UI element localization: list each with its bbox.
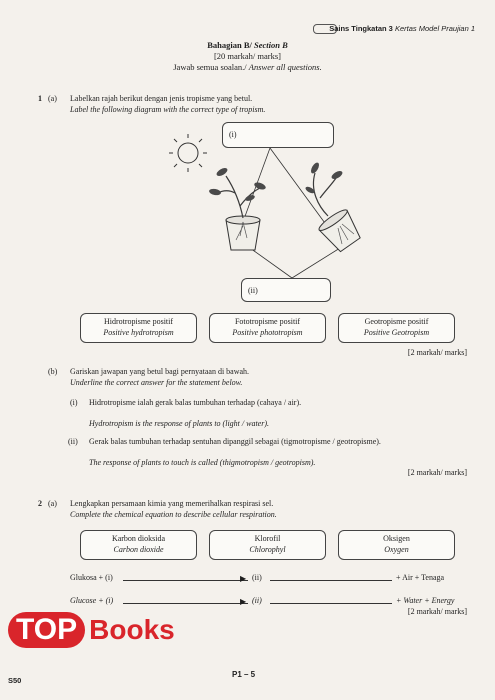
q1b-text-en: Underline the correct answer for the statement below. bbox=[70, 378, 243, 387]
option-carbon-dioxide-ms: Karbon dioksida bbox=[111, 534, 166, 543]
eq-en-blank-ii[interactable] bbox=[270, 603, 392, 604]
header-subtitle: Kertas Model Praujian 1 bbox=[394, 24, 475, 33]
label-box-ii-text: (ii) bbox=[248, 286, 258, 295]
brand-books: Books bbox=[89, 614, 175, 645]
tilted-plant-leaves bbox=[304, 161, 343, 194]
section-marks: [20 markah/ marks] bbox=[213, 51, 282, 61]
section-instruction bbox=[0, 62, 495, 72]
option-hydrotropism-en: Positive hydrotropism bbox=[103, 328, 174, 337]
option-chlorophyl bbox=[209, 530, 326, 560]
q1bi-text-ms[interactable]: Hidrotropisme ialah gerak balas tumbuhan terhadap (cahaya / air). bbox=[89, 398, 302, 407]
tilted-plant bbox=[313, 173, 336, 216]
q1bii-text-ms[interactable]: Gerak balas tumbuhan terhadap sentuhan dipanggil sebagai (tigmotropisme / geotropisme). bbox=[89, 437, 381, 446]
eq-ms-end: + Air + Tenaga bbox=[396, 573, 445, 582]
q1b-text-ms: Gariskan jawapan yang betul bagi pernyataan di bawah. bbox=[70, 367, 250, 376]
q1bii-text-en[interactable]: The response of plants to touch is called (thigmotropism / geotropism). bbox=[89, 458, 316, 467]
option-hydrotropism bbox=[80, 313, 197, 343]
q2-marks: [2 markah/ marks] bbox=[407, 607, 467, 616]
section-title-en: Section B bbox=[254, 40, 288, 50]
brand-logo bbox=[8, 612, 175, 648]
option-oxygen bbox=[338, 530, 455, 560]
q1b-marks: [2 markah/ marks] bbox=[407, 468, 467, 477]
option-chlorophyl-en: Chlorophyl bbox=[249, 545, 286, 554]
section-title-ms: Bahagian B/ bbox=[207, 40, 252, 50]
page-code: S50 bbox=[8, 676, 22, 685]
eq-ms-blank-i[interactable] bbox=[123, 580, 248, 581]
page-header bbox=[0, 24, 495, 40]
upright-plant-leaves bbox=[209, 166, 267, 202]
arrow-icon: ▶ bbox=[240, 597, 247, 606]
tilted-plant-pot bbox=[317, 207, 364, 254]
option-chlorophyl-ms: Klorofil bbox=[254, 534, 281, 543]
eq-en-start: Glucose + (i) bbox=[70, 596, 114, 605]
option-phototropism-en: Positive phototropism bbox=[232, 328, 303, 337]
eq-en-end: + Water + Energy bbox=[396, 596, 455, 605]
option-phototropism bbox=[209, 313, 326, 343]
q1-number: 1 bbox=[38, 94, 42, 103]
header-title: Sains Tingkatan 3 bbox=[329, 24, 393, 33]
eq-ms-start: Glukosa + (i) bbox=[70, 573, 113, 582]
q1bii-label: (ii) bbox=[68, 437, 78, 446]
q1a-text-ms: Labelkan rajah berikut dengan jenis tropisme yang betul. bbox=[70, 94, 253, 103]
option-geotropism-ms: Geotropisme positif bbox=[364, 317, 429, 326]
option-carbon-dioxide-en: Carbon dioxide bbox=[113, 545, 164, 554]
instruction-en: Answer all questions. bbox=[248, 62, 322, 72]
eq-ms-blank-ii[interactable] bbox=[270, 580, 392, 581]
brand-top: TOP bbox=[8, 612, 85, 648]
eq-ms-mid: (ii) bbox=[252, 573, 262, 582]
page-number: P1 – 5 bbox=[232, 670, 256, 679]
option-oxygen-ms: Oksigen bbox=[383, 534, 410, 543]
label-box-i[interactable] bbox=[222, 122, 334, 148]
q2a-text-en: Complete the chemical equation to describe cellular respiration. bbox=[70, 510, 277, 519]
q2-number: 2 bbox=[38, 499, 42, 508]
q1a-marks: [2 markah/ marks] bbox=[407, 348, 467, 357]
sun-icon bbox=[169, 134, 207, 172]
option-hydrotropism-ms: Hidrotropisme positif bbox=[103, 317, 174, 326]
q2a-text-ms: Lengkapkan persamaan kimia yang memerihalkan respirasi sel. bbox=[70, 499, 274, 508]
header-text bbox=[329, 24, 475, 33]
section-title bbox=[0, 40, 495, 50]
q1bi-label: (i) bbox=[70, 398, 78, 407]
option-phototropism-ms: Fototropisme positif bbox=[234, 317, 301, 326]
label-box-ii[interactable] bbox=[241, 278, 331, 302]
q2a-label: (a) bbox=[48, 499, 57, 508]
instruction-ms: Jawab semua soalan./ bbox=[173, 62, 247, 72]
option-oxygen-en: Oxygen bbox=[384, 545, 409, 554]
arrow-icon: ▶ bbox=[240, 574, 247, 583]
upright-plant-pot bbox=[226, 216, 260, 250]
option-geotropism-en: Positive Geotropism bbox=[363, 328, 430, 337]
eq-en-mid: (ii) bbox=[252, 596, 262, 605]
q1a-label: (a) bbox=[48, 94, 57, 103]
label-box-i-text: (i) bbox=[229, 130, 237, 139]
q1a-text-en: Label the following diagram with the correct type of tropism. bbox=[70, 105, 266, 114]
q1bi-text-en[interactable]: Hydrotropism is the response of plants to (light / water). bbox=[89, 419, 269, 428]
option-carbon-dioxide bbox=[80, 530, 197, 560]
eq-en-blank-i[interactable] bbox=[123, 603, 248, 604]
option-geotropism bbox=[338, 313, 455, 343]
q1b-label: (b) bbox=[48, 367, 58, 376]
